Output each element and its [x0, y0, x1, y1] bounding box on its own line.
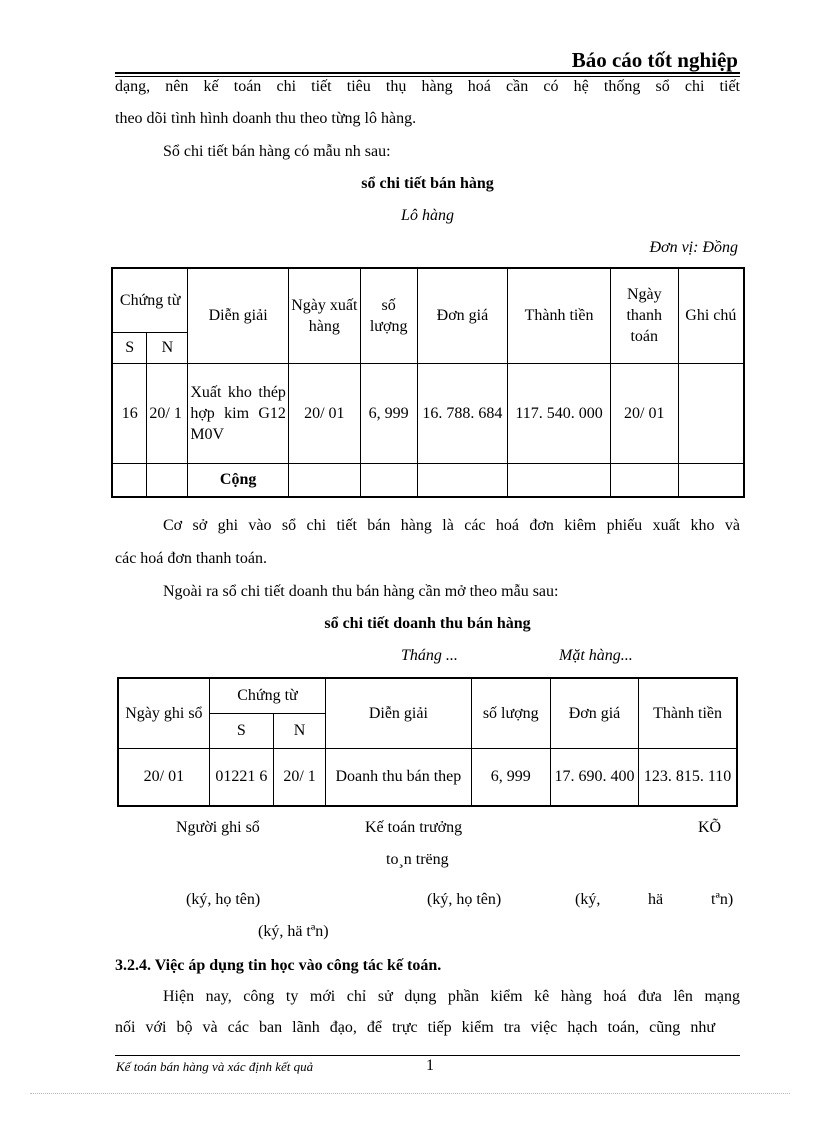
signature-sign1: (ký, họ tên) [186, 891, 261, 908]
signature-sign3-a: (ký, [575, 891, 601, 908]
cell-so-luong: 6, 999 [471, 748, 550, 806]
cell-thanh-tien: 117. 540. 000 [508, 363, 611, 463]
signature-sign3-c: tªn) [711, 891, 734, 908]
ledger1-unit: Đơn vị: Đồng [649, 239, 738, 256]
total-label: Cộng [188, 463, 289, 497]
page-edge-dots [30, 1093, 790, 1094]
ledger2-item: Mặt hàng... [559, 647, 633, 664]
ledger1-title: sổ chi tiết bán hàng [361, 175, 494, 192]
header-ngay-xuat-hang: Ngày xuất hàng [288, 268, 360, 363]
cell-thanh-tien: 123. 815. 110 [639, 748, 737, 806]
header-ngay-ghi-so: Ngày ghi sổ [118, 678, 209, 748]
cell-dien-giai: Xuất kho thép hợp kim G12 M0V [188, 363, 289, 463]
signature-ko: KÕ [698, 819, 722, 836]
header-ngay-thanh-toan: Ngày thanh toán [610, 268, 678, 363]
page-header-title: Báo cáo tốt nghiệp [571, 48, 738, 72]
cell-s: 16 [112, 363, 147, 463]
footer-rule [115, 1055, 740, 1056]
header-so-luong: số lượng [360, 268, 417, 363]
paragraph-line: nối với bộ và các ban lãnh đạo, để trực tiếp kiểm tra việc hạch toán, cũng như [115, 1019, 715, 1036]
ledger1-table [111, 267, 745, 498]
header-chung-tu: Chứng từ [209, 678, 325, 713]
ledger2-month: Tháng ... [401, 647, 458, 664]
cell-so-luong: 6, 999 [360, 363, 417, 463]
header-dien-giai: Diễn giải [326, 678, 471, 748]
paragraph-line: Ngoài ra sổ chi tiết doanh thu bán hàng cần mở theo mẫu sau: [163, 583, 559, 600]
table-row [112, 363, 744, 463]
cell-ngay-xuat-hang: 20/ 01 [288, 363, 360, 463]
cell-ghi-chu [678, 363, 744, 463]
cell-dien-giai: Doanh thu bán thep [326, 748, 471, 806]
header-thanh-tien: Thành tiền [508, 268, 611, 363]
table-row [118, 748, 737, 806]
signature-ke-toan-truong: Kế toán trưởng [365, 819, 463, 836]
cell-n: 20/ 1 [147, 363, 188, 463]
paragraph-line: Hiện nay, công ty mới chỉ sử dụng phần kiểm kê hàng hoá đưa lên mạng [163, 988, 740, 1005]
header-ghi-chu: Ghi chú [678, 268, 744, 363]
cell-s: 01221 6 [209, 748, 273, 806]
header-so-luong: số lượng [471, 678, 550, 748]
header-chung-tu: Chứng từ [112, 268, 188, 332]
signature-sign3-b: hä [648, 891, 664, 908]
cell-n: 20/ 1 [273, 748, 325, 806]
signature-sign2: (ký, họ tên) [427, 891, 502, 908]
cell-ngay-ghi-so: 20/ 01 [118, 748, 209, 806]
signature-sign4: (ký, hä tªn) [258, 923, 329, 940]
ledger1-subtitle: Lô hàng [401, 207, 454, 224]
paragraph-line: dạng, nên kế toán chi tiết tiêu thụ hàng hoá cần có hệ thống sổ chi tiết [115, 78, 740, 95]
cell-don-gia: 16. 788. 684 [417, 363, 508, 463]
cell-don-gia: 17. 690. 400 [550, 748, 638, 806]
header-thanh-tien: Thành tiền [639, 678, 737, 748]
section-heading: 3.2.4. Việc áp dụng tin học vào công tác kế toán. [115, 957, 442, 974]
header-dien-giai: Diễn giải [188, 268, 289, 363]
paragraph-line: Sổ chi tiết bán hàng có mẫu nh sau: [163, 143, 391, 160]
header-don-gia: Đơn giá [550, 678, 638, 748]
footer-text: Kế toán bán hàng và xác định kết quả [116, 1059, 314, 1074]
paragraph-line: theo dõi tình hình doanh thu theo từng lô hàng. [115, 110, 417, 127]
header-n: N [147, 332, 188, 363]
page-number: 1 [426, 1057, 434, 1074]
signature-to-n-treng: to¸n trëng [386, 851, 449, 868]
header-n: N [273, 713, 325, 748]
paragraph-line: các hoá đơn thanh toán. [115, 550, 267, 567]
header-don-gia: Đơn giá [417, 268, 508, 363]
ledger2-title: sổ chi tiết doanh thu bán hàng [324, 615, 531, 632]
signature-nguoi-ghi-so: Người ghi sổ [176, 819, 260, 836]
header-s: S [209, 713, 273, 748]
paragraph-line: Cơ sở ghi vào sổ chi tiết bán hàng là các hoá đơn kiêm phiếu xuất kho và [163, 517, 740, 534]
header-s: S [112, 332, 147, 363]
cell-ngay-thanh-toan: 20/ 01 [610, 363, 678, 463]
total-row [112, 463, 744, 497]
ledger2-table [117, 677, 738, 807]
